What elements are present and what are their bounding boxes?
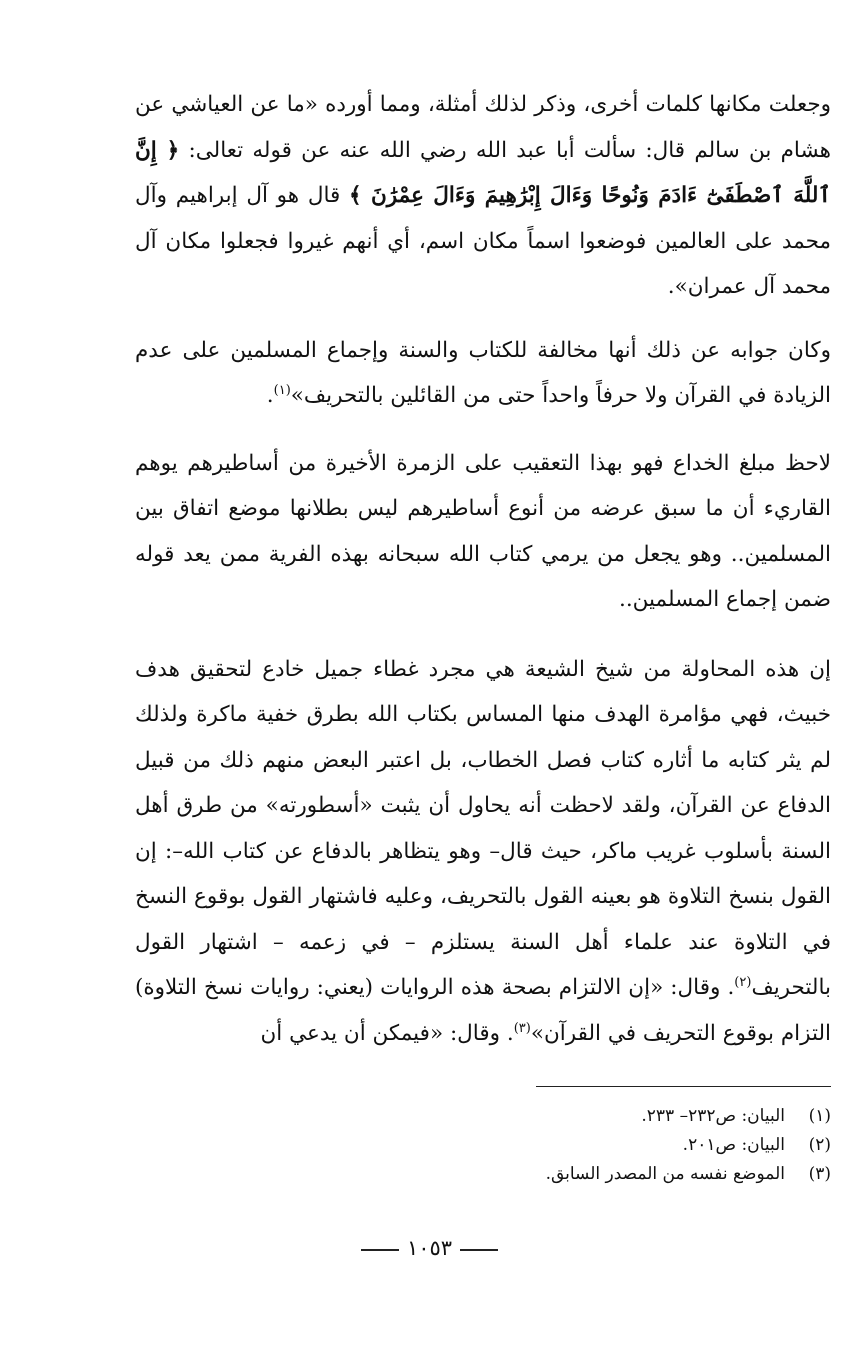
paragraph-3 [135, 441, 831, 623]
paragraph-4-text-a: إن هذه المحاولة من شيخ الشيعة هي مجرد غطاء جميل خادع لتحقيق هدف خبيث، فهي مؤامرة الهدف منها المساس بكتاب الله بطرق خفية ماكرة ولذلك لم يثر كتابه ما أثاره كتاب فصل الخطاب، بل اعتبر البعض منهم ذلك من قبيل الدفاع عن القرآن، ولقد لاحظت أنه يحاول أن يثبت «أسطورته» من طرق أهل السنة بأسلوب غريب ماكر، حيث قال– وهو يتظاهر بالدفاع عن كتاب الله–: إن القول بنسخ التلاوة هو بعينه القول بالتحريف، وعليه فاشتهار القول بوقوع النسخ في التلاوة عند علماء أهل السنة يستلزم – في زعمه – اشتهار القول بالتحريف [135, 656, 831, 1000]
paragraph-1-text-a: وجعلت مكانها كلمات أخرى، وذكر لذلك أمثلة، ومما أورده «ما عن العياشي عن هشام بن سالم قال: سألت أبا عبد الله رضي الله عنه عن قوله تعالى: [135, 92, 831, 163]
footnote-2 [131, 1131, 831, 1160]
footnote-text: البيان: ص٢٠١. [682, 1135, 785, 1155]
footnote-ref-1: (١) [273, 382, 291, 398]
footnotes [131, 1102, 831, 1189]
footnote-text: البيان: ص٢٣٢– ٢٣٣. [641, 1106, 785, 1126]
paragraph-3-text: لاحظ مبلغ الخداع فهو بهذا التعقيب على الزمرة الأخيرة من أساطيرهم يوهم القاريء أن ما سبق عرضه من أنوع أساطيرهم ليس بطلانها موضع اتفاق بين المسلمين.. وهو يجعل من يرمي كتاب الله سبحانه بهذه الفرية ممن يعد قوله ضمن إجماع المسلمين.. [135, 450, 831, 612]
footnote-3 [131, 1160, 831, 1189]
footnote-number: (١) [808, 1106, 831, 1126]
paragraph-4-text-b: . وقال: «إن الالتزام بصحة هذه الروايات (يعني: روايات نسخ التلاوة) التزام بوقوع التحريف في القرآن» [135, 975, 831, 1046]
paragraph-1 [135, 82, 831, 310]
paragraph-2-end: . [266, 383, 274, 408]
dash-right [361, 1249, 399, 1251]
page-number [0, 1236, 859, 1260]
quran-verse: ﴿ إِنَّ ٱللَّهَ ٱصْطَفَىٰٓ ءَادَمَ وَنُوحًا وَءَالَ إِبْرَٰهِيمَ وَءَالَ عِمْرَٰنَ ﴾ [135, 137, 831, 208]
footnote-ref-2: (٢) [734, 974, 752, 990]
footnote-number: (٣) [808, 1164, 831, 1184]
paragraph-1-text-b: قال هو آل إبراهيم وآل محمد على العالمين فوضعوا اسماً مكان اسم، أي أنهم غيروا فجعلوا مكان آل محمد آل عمران». [135, 183, 831, 299]
footnote-ref-3: (٣) [513, 1020, 531, 1036]
footnote-number: (٢) [808, 1135, 831, 1155]
main-text [135, 82, 831, 1056]
paragraph-4 [135, 647, 831, 1057]
footnote-text: الموضع نفسه من المصدر السابق. [545, 1164, 785, 1184]
footnote-divider [536, 1086, 831, 1087]
footnote-1 [131, 1102, 831, 1131]
paragraph-4-text-c: . وقال: «فيمكن أن يدعي أن [260, 1020, 514, 1046]
paragraph-2-text: وكان جوابه عن ذلك أنها مخالفة للكتاب والسنة وإجماع المسلمين على عدم الزيادة في القرآن ولا حرفاً واحداً حتى من القائلين بالتحريف» [135, 337, 831, 408]
paragraph-2 [135, 328, 831, 419]
dash-left [460, 1249, 498, 1251]
page-number-text: ١٠٥٣ [406, 1236, 453, 1260]
